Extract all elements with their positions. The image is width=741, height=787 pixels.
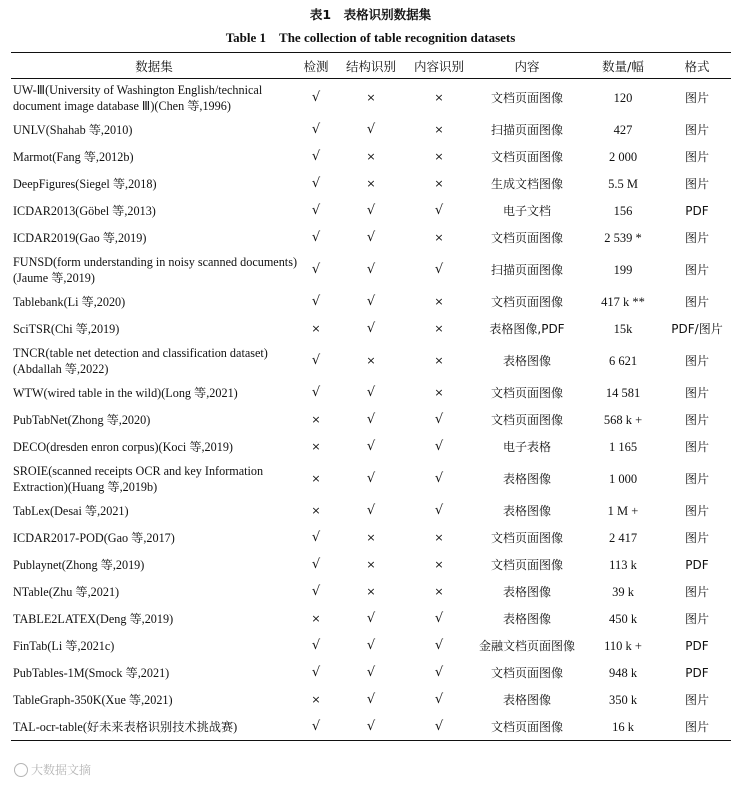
content-recognition-mark: ×: [434, 294, 444, 308]
content-type: 文档页面图像: [490, 557, 563, 572]
detection-mark: ×: [311, 503, 321, 517]
data-format: 图片: [684, 412, 709, 427]
content-recognition-mark: ×: [434, 385, 444, 399]
image-count: 6 621: [608, 353, 638, 368]
detection-mark: √: [311, 89, 321, 105]
image-count: 5.5 M: [608, 176, 638, 191]
content-type: 表格图像: [502, 692, 551, 707]
content-type: 表格图像: [502, 353, 551, 368]
content-type: 金融文档页面图像: [478, 638, 575, 653]
content-recognition-mark: ×: [434, 353, 444, 367]
table-row: [11, 605, 731, 632]
content-recognition-mark: ×: [434, 530, 444, 544]
dataset-name: PubTables-1M(Smock 等,2021): [13, 665, 170, 680]
dataset-name: FUNSD(form understanding in noisy scanned documents)(Jaume 等,2019): [13, 254, 297, 285]
table-row: [11, 116, 731, 143]
image-count: 120: [613, 90, 633, 105]
dataset-name: PubTabNet(Zhong 等,2020): [13, 412, 151, 427]
table-row: [11, 659, 731, 686]
image-count: 417 k **: [601, 294, 645, 309]
data-format: 图片: [684, 149, 709, 164]
content-recognition-mark: √: [434, 438, 444, 454]
content-type: 表格图像: [502, 584, 551, 599]
dataset-name: TAL-ocr-table(好未来表格识别技术挑战赛): [11, 713, 297, 741]
table-row: [11, 713, 731, 741]
image-count: 350 k: [608, 692, 638, 707]
data-format: PDF: [685, 557, 709, 572]
detection-mark: √: [311, 529, 321, 545]
image-count: 2 417: [608, 530, 638, 545]
data-format: 图片: [684, 176, 709, 191]
detection-mark: ×: [311, 321, 321, 335]
image-count: 39 k: [612, 584, 634, 599]
dataset-name: NTable(Zhu 等,2021): [13, 584, 120, 599]
structure-recognition-mark: √: [366, 502, 376, 518]
data-format: 图片: [684, 122, 709, 137]
table-caption-english: Table 1 The collection of table recognition datasets: [225, 30, 516, 45]
content-recognition-mark: √: [434, 502, 444, 518]
data-format: 图片: [684, 439, 709, 454]
image-count: 1 165: [608, 439, 638, 454]
dataset-name: Tablebank(Li 等,2020): [13, 294, 126, 309]
structure-recognition-mark: ×: [366, 90, 376, 104]
data-format: PDF: [685, 638, 709, 653]
detection-mark: ×: [311, 471, 321, 485]
dataset-name: SciTSR(Chi 等,2019): [13, 321, 120, 336]
content-recognition-mark: ×: [434, 90, 444, 104]
content-recognition-mark: √: [434, 202, 444, 218]
structure-recognition-mark: √: [366, 121, 376, 137]
data-format: PDF: [685, 665, 709, 680]
table-body: [11, 79, 731, 741]
data-format: 图片: [684, 262, 709, 277]
data-format: 图片: [684, 353, 709, 368]
content-type: 文档页面图像: [490, 294, 563, 309]
dataset-name: WTW(wired table in the wild)(Long 等,2021): [13, 385, 238, 400]
structure-recognition-mark: √: [335, 713, 407, 741]
table-row: [11, 433, 731, 460]
content-recognition-mark: ×: [434, 557, 444, 571]
image-count: 948 k: [608, 665, 638, 680]
image-count: 156: [613, 203, 633, 218]
structure-recognition-mark: √: [366, 261, 376, 277]
dataset-name: ICDAR2019(Gao 等,2019): [13, 230, 147, 245]
data-format: PDF/图片: [671, 321, 723, 336]
detection-mark: ×: [311, 412, 321, 426]
structure-recognition-mark: √: [366, 293, 376, 309]
column-header-count: 数量/幅: [583, 53, 663, 79]
content-recognition-mark: ×: [434, 321, 444, 335]
dataset-name: ICDAR2017-POD(Gao 等,2017): [13, 530, 175, 545]
structure-recognition-mark: √: [366, 202, 376, 218]
data-format: 图片: [663, 713, 731, 741]
content-recognition-mark: ×: [434, 230, 444, 244]
dataset-name: TableGraph-350K(Xue 等,2021): [13, 692, 173, 707]
image-count: 2 000: [608, 149, 638, 164]
watermark-logo-icon: [14, 763, 28, 777]
data-format: 图片: [684, 294, 709, 309]
content-recognition-mark: √: [434, 691, 444, 707]
detection-mark: √: [297, 713, 335, 741]
content-type: 表格图像,PDF: [489, 321, 565, 336]
dataset-name: FinTab(Li 等,2021c): [13, 638, 115, 653]
table-row: [11, 524, 731, 551]
table-caption-chinese: 表1 表格识别数据集: [309, 7, 432, 22]
image-count: 450 k: [608, 611, 638, 626]
content-type: 表格图像: [502, 611, 551, 626]
table-row: [11, 632, 731, 659]
data-format: 图片: [684, 611, 709, 626]
table-row: [11, 406, 731, 433]
structure-recognition-mark: √: [366, 411, 376, 427]
data-format: PDF: [685, 203, 709, 218]
structure-recognition-mark: √: [366, 438, 376, 454]
structure-recognition-mark: ×: [366, 530, 376, 544]
image-count: 1 000: [608, 471, 638, 486]
content-recognition-mark: √: [434, 610, 444, 626]
dataset-table: [11, 52, 731, 741]
image-count: 199: [613, 262, 633, 277]
content-type: 生成文档图像: [490, 176, 563, 191]
structure-recognition-mark: ×: [366, 557, 376, 571]
table-row: [11, 342, 731, 379]
content-recognition-mark: √: [434, 637, 444, 653]
data-format: 图片: [684, 230, 709, 245]
table-row: [11, 379, 731, 406]
data-format: 图片: [684, 503, 709, 518]
data-format: 图片: [684, 530, 709, 545]
watermark-text: 大数据文摘: [31, 763, 92, 777]
detection-mark: √: [311, 148, 321, 164]
structure-recognition-mark: √: [366, 637, 376, 653]
header-row: [11, 53, 731, 79]
column-header-format: 格式: [663, 53, 731, 79]
image-count: 2 539 *: [604, 230, 642, 245]
table-row: [11, 315, 731, 342]
column-header-content-recognition: 内容识别: [407, 53, 471, 79]
structure-recognition-mark: √: [366, 691, 376, 707]
table-row: [11, 79, 731, 117]
table-row: [11, 686, 731, 713]
structure-recognition-mark: √: [366, 470, 376, 486]
detection-mark: √: [311, 261, 321, 277]
content-type: 文档页面图像: [490, 90, 563, 105]
table-row: [11, 143, 731, 170]
content-recognition-mark: ×: [434, 584, 444, 598]
column-header-content: 内容: [471, 53, 583, 79]
table-row: [11, 578, 731, 605]
detection-mark: √: [311, 384, 321, 400]
data-format: 图片: [684, 692, 709, 707]
table-row: [11, 197, 731, 224]
table-row: [11, 551, 731, 578]
structure-recognition-mark: √: [366, 384, 376, 400]
dataset-name: Publaynet(Zhong 等,2019): [13, 557, 145, 572]
data-format: 图片: [684, 471, 709, 486]
watermark: [14, 761, 91, 778]
content-type: 文档页面图像: [490, 149, 563, 164]
column-header-dataset: 数据集: [11, 53, 297, 79]
content-type: 文档页面图像: [490, 665, 563, 680]
image-count: 427: [613, 122, 633, 137]
content-type: 文档页面图像: [490, 530, 563, 545]
detection-mark: √: [311, 293, 321, 309]
detection-mark: √: [311, 175, 321, 191]
content-type: 文档页面图像: [490, 412, 563, 427]
table-row: [11, 460, 731, 497]
structure-recognition-mark: ×: [366, 353, 376, 367]
structure-recognition-mark: ×: [366, 149, 376, 163]
table-row: [11, 170, 731, 197]
data-format: 图片: [684, 584, 709, 599]
content-type: 扫描页面图像: [490, 122, 563, 137]
column-header-detection: 检测: [297, 53, 335, 79]
detection-mark: √: [311, 121, 321, 137]
structure-recognition-mark: ×: [366, 176, 376, 190]
content-type: 文档页面图像: [471, 713, 583, 741]
structure-recognition-mark: √: [366, 610, 376, 626]
dataset-name: DeepFigures(Siegel 等,2018): [13, 176, 157, 191]
content-recognition-mark: √: [434, 411, 444, 427]
detection-mark: ×: [311, 439, 321, 453]
table-row: [11, 251, 731, 288]
data-format: 图片: [684, 90, 709, 105]
content-type: 电子表格: [502, 439, 551, 454]
image-count: 14 581: [605, 385, 641, 400]
content-type: 扫描页面图像: [490, 262, 563, 277]
image-count: 113 k: [609, 557, 637, 572]
data-format: 图片: [684, 385, 709, 400]
dataset-name: DECO(dresden enron corpus)(Koci 等,2019): [13, 439, 233, 454]
structure-recognition-mark: √: [366, 229, 376, 245]
content-type: 文档页面图像: [490, 230, 563, 245]
content-recognition-mark: √: [434, 664, 444, 680]
image-count: 568 k +: [603, 412, 643, 427]
structure-recognition-mark: ×: [366, 584, 376, 598]
detection-mark: √: [311, 352, 321, 368]
detection-mark: √: [311, 637, 321, 653]
detection-mark: √: [311, 229, 321, 245]
structure-recognition-mark: √: [366, 664, 376, 680]
content-type: 表格图像: [502, 503, 551, 518]
content-type: 电子文档: [502, 203, 551, 218]
detection-mark: √: [311, 664, 321, 680]
image-count: 1 M +: [607, 503, 639, 518]
detection-mark: √: [311, 202, 321, 218]
content-recognition-mark: √: [434, 261, 444, 277]
detection-mark: √: [311, 583, 321, 599]
dataset-name: UNLV(Shahab 等,2010): [13, 122, 133, 137]
dataset-name: TabLex(Desai 等,2021): [13, 503, 129, 518]
dataset-name: Marmot(Fang 等,2012b): [13, 149, 134, 164]
dataset-name: UW-Ⅲ(University of Washington English/technical document image database Ⅲ)(Chen 等,1996): [13, 82, 263, 113]
detection-mark: ×: [311, 611, 321, 625]
content-recognition-mark: ×: [434, 176, 444, 190]
image-count: 15k: [613, 321, 633, 336]
detection-mark: √: [311, 556, 321, 572]
content-recognition-mark: √: [434, 470, 444, 486]
dataset-name: ICDAR2013(Göbel 等,2013): [13, 203, 156, 218]
structure-recognition-mark: √: [366, 320, 376, 336]
content-recognition-mark: ×: [434, 122, 444, 136]
image-count: 16 k: [583, 713, 663, 741]
table-row: [11, 288, 731, 315]
content-type: 文档页面图像: [490, 385, 563, 400]
content-recognition-mark: ×: [434, 149, 444, 163]
dataset-name: TNCR(table net detection and classification dataset)(Abdallah 等,2022): [13, 345, 268, 376]
content-type: 表格图像: [502, 471, 551, 486]
column-header-structure-recognition: 结构识别: [335, 53, 407, 79]
table-row: [11, 497, 731, 524]
dataset-name: TABLE2LATEX(Deng 等,2019): [13, 611, 174, 626]
table-row: [11, 224, 731, 251]
dataset-name: SROIE(scanned receipts OCR and key Information Extraction)(Huang 等,2019b): [13, 463, 264, 494]
detection-mark: ×: [311, 692, 321, 706]
content-recognition-mark: √: [407, 713, 471, 741]
image-count: 110 k +: [604, 638, 642, 653]
